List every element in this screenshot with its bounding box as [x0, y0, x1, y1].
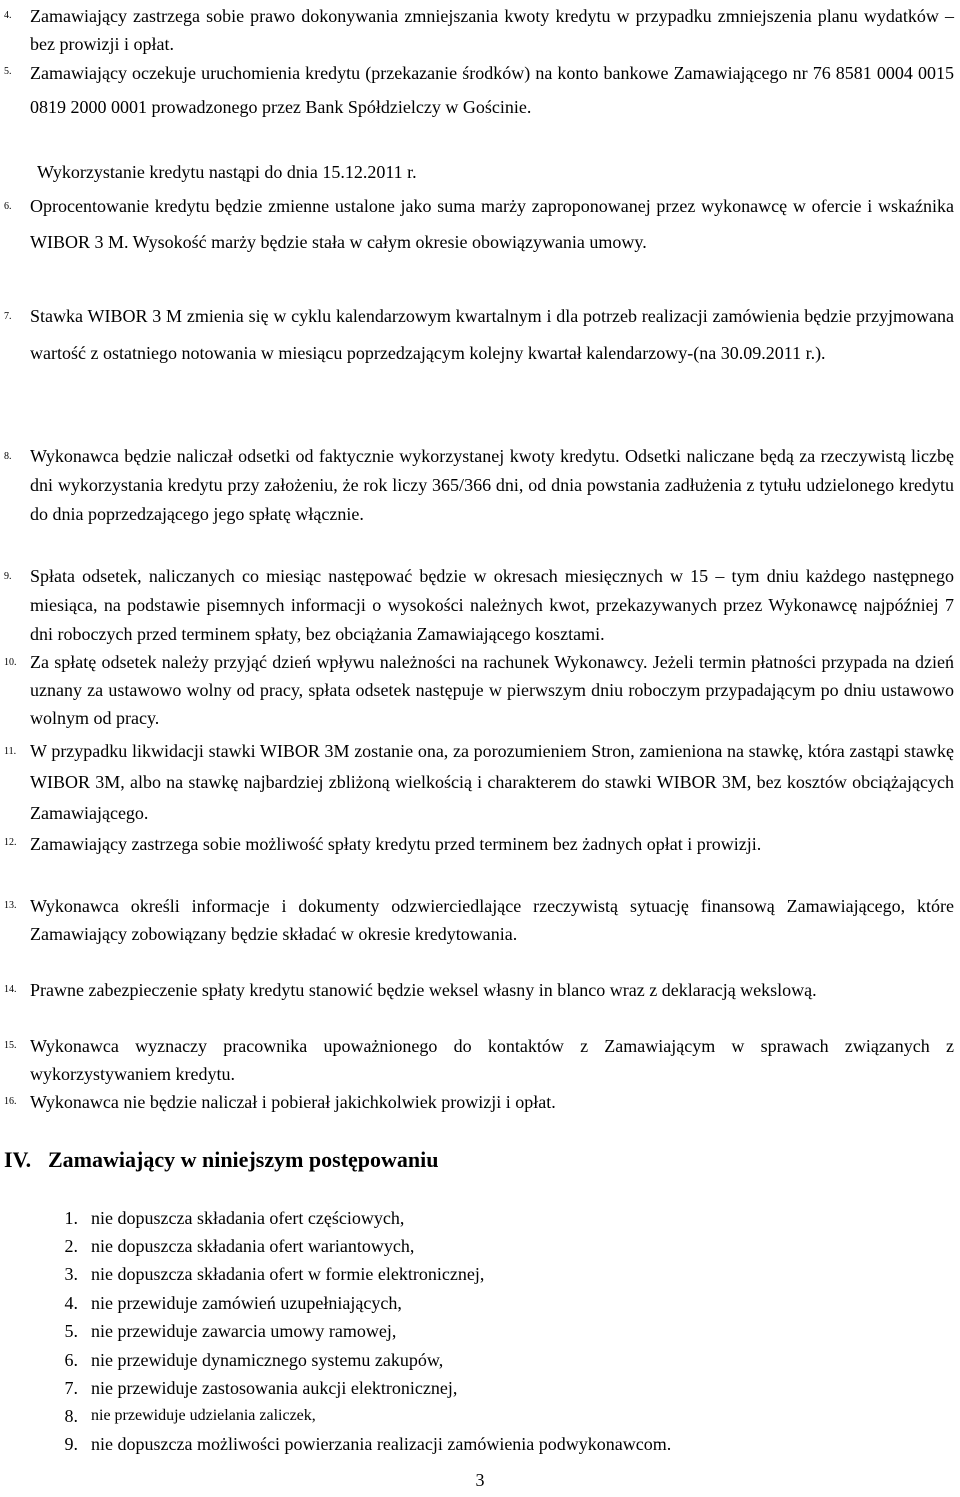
list-item-number: 1. — [64, 1208, 78, 1228]
clause-number: 13. — [4, 900, 17, 911]
clause-number: 5. — [4, 66, 12, 77]
clause-text: Stawka WIBOR 3 M zmienia się w cyklu kalendarzowym kwartalnym i dla potrzeb realizacji zamówienia będzie przyjmowana wartość z ostatniego notowania w miesiącu poprzedzającym kolejny kwartał kalendarzowy-(na 30.09.2011 r.). — [30, 306, 954, 363]
clause-text: Spłata odsetek, naliczanych co miesiąc następować będzie w okresach miesięcznych w 15 – tym dniu każdego następnego miesiąca, na podstawie pisemnych informacji o wysokości należnych kwot, przekazywanych przez Wykonawcę najpóźniej 7 dni roboczych przed terminem spłaty, bez obciążania Zamawiającego kosztami. — [30, 566, 954, 644]
clause-text: Prawne zabezpieczenie spłaty kredytu stanowić będzie weksel własny in blanco wraz z deklaracją wekslową. — [30, 980, 817, 1000]
clause-text: Oprocentowanie kredytu będzie zmienne ustalone jako suma marży zaproponowanej przez wykonawcę w ofercie i wskaźnika WIBOR 3 M. Wysokość marży będzie stała w całym okresie obowiązywania umowy. — [30, 196, 954, 252]
clause-text: Zamawiający zastrzega sobie prawo dokonywania zmniejszania kwoty kredytu w przypadku zmniejszenia planu wydatków – bez prowizji i opłat. — [30, 6, 954, 54]
clause-number: 10. — [4, 657, 17, 668]
list-item-number: 7. — [64, 1378, 78, 1398]
list-item-text: nie dopuszcza składania ofert wariantowych, — [91, 1236, 415, 1256]
clause-text: Wykonawca nie będzie naliczał i pobierał jakichkolwiek prowizji i opłat. — [30, 1092, 556, 1112]
clause-text: W przypadku likwidacji stawki WIBOR 3M zostanie ona, za porozumieniem Stron, zamieniona na stawkę, która zastąpi stawkę WIBOR 3M, albo na stawkę najbardziej zbliżoną wielkością i charakterem do stawki WIBOR 3M, bez kosztów obciążających Zamawiającego. — [30, 741, 954, 823]
list-item-number: 4. — [64, 1293, 78, 1313]
list-item-text: nie przewiduje zastosowania aukcji elektronicznej, — [91, 1378, 458, 1398]
clause-text-continuation: Wykorzystanie kredytu nastąpi do dnia 15.12.2011 r. — [37, 162, 417, 182]
list-item-text: nie przewiduje zawarcia umowy ramowej, — [91, 1321, 397, 1341]
list-item-text: nie przewiduje dynamicznego systemu zakupów, — [91, 1350, 444, 1370]
section-number: IV. — [4, 1147, 32, 1172]
section-heading — [4, 1145, 439, 1175]
list-item-number: 2. — [64, 1236, 78, 1256]
clause-text: Wykonawca określi informacje i dokumenty odzwierciedlające rzeczywistą sytuację finansową Zamawiającego, które Zamawiający zobowiązany będzie składać w okresie kredytowania. — [30, 896, 954, 944]
list-item-number: 8. — [64, 1406, 78, 1426]
list-item-number: 3. — [64, 1264, 78, 1284]
clause-number: 11. — [4, 746, 17, 757]
list-item-text: nie dopuszcza składania ofert w formie elektronicznej, — [91, 1264, 485, 1284]
clause-text: Za spłatę odsetek należy przyjąć dzień wpływu należności na rachunek Wykonawcy. Jeżeli termin płatności przypada na dzień uznany za ustawowo wolny od pracy, spłata odsetek następuje w pierwszym dniu roboczym przypadającym po dniu ustawowo wolnym od pracy. — [30, 652, 954, 728]
clause-text: Wykonawca wyznaczy pracownika upoważnionego do kontaktów z Zamawiającym w sprawach związanych z wykorzystywaniem kredytu. — [30, 1036, 954, 1084]
clause-number: 6. — [4, 201, 12, 212]
clause-number: 4. — [4, 10, 12, 21]
list-item-text: nie przewiduje udzielania zaliczek, — [91, 1407, 316, 1424]
clause-number: 14. — [4, 984, 17, 995]
clause-number: 15. — [4, 1040, 17, 1051]
clause-number: 16. — [4, 1096, 17, 1107]
list-item-number: 9. — [64, 1434, 78, 1454]
list-item-text: nie przewiduje zamówień uzupełniających, — [91, 1293, 402, 1313]
list-item-text: nie dopuszcza składania ofert częściowych, — [91, 1208, 405, 1228]
clause-text: Wykonawca będzie naliczał odsetki od faktycznie wykorzystanej kwoty kredytu. Odsetki naliczane będą za rzeczywistą liczbę dni wykorzystania kredytu przy założeniu, że rok liczy 365/366 dni, od dnia powstania zadłużenia z tytułu udzielonego kredytu do dnia poprzedzającego jego spłatę włącznie. — [30, 446, 954, 524]
list-item-number: 5. — [64, 1321, 78, 1341]
section-title: Zamawiający w niniejszym postępowaniu — [48, 1147, 439, 1172]
clause-number: 12. — [4, 837, 17, 848]
clause-text: Zamawiający oczekuje uruchomienia kredytu (przekazanie środków) na konto bankowe Zamawiającego nr 76 8581 0004 0015 0819 2000 0001 prowadzonego przez Bank Spółdzielczy w Gościnie. — [30, 63, 954, 117]
clause-number: 9. — [4, 571, 12, 582]
page-number: 3 — [475, 1470, 485, 1490]
list-item-text: nie dopuszcza możliwości powierzania realizacji zamówienia podwykonawcom. — [91, 1434, 672, 1454]
clause-number: 8. — [4, 451, 12, 462]
clause-number: 7. — [4, 311, 12, 322]
list-item-number: 6. — [64, 1350, 78, 1370]
clause-text: Zamawiający zastrzega sobie możliwość spłaty kredytu przed terminem bez żadnych opłat i prowizji. — [30, 834, 762, 854]
